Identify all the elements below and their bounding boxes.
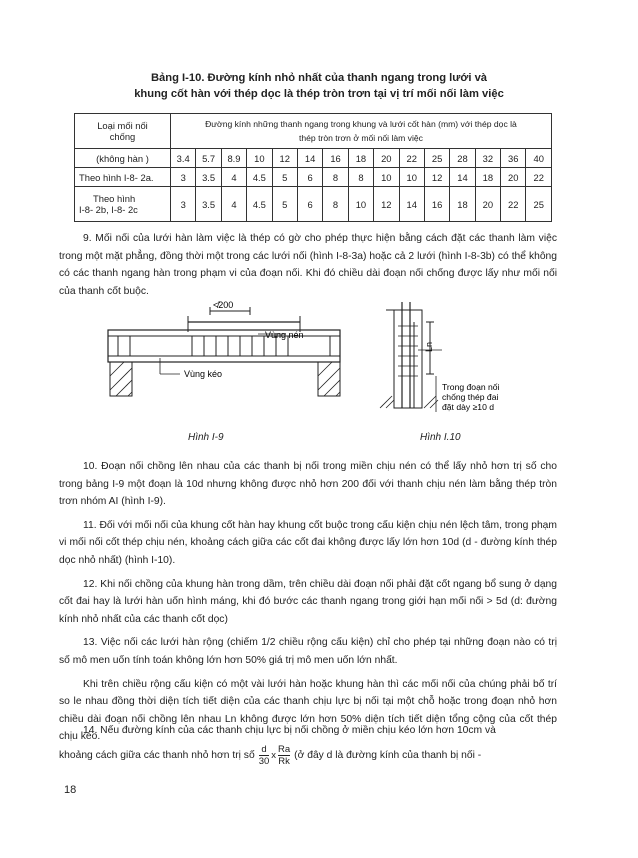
diameter-cell: 16 <box>323 149 348 168</box>
value-cell: 3.5 <box>196 187 221 222</box>
formula: d 30 x Ra Rk <box>258 744 291 767</box>
value-cell: 10 <box>348 187 373 222</box>
page-number: 18 <box>64 784 77 796</box>
value-cell: 18 <box>475 168 500 187</box>
value-cell: 8 <box>323 168 348 187</box>
diameter-cell: 28 <box>450 149 475 168</box>
paragraph-14-tail: (ở đây d là đường kính của thanh bị nối - <box>294 749 482 761</box>
row-label: Theo hình I-8- 2b, I-8- 2c <box>75 187 171 222</box>
value-cell: 4 <box>221 168 246 187</box>
value-cell: 20 <box>475 187 500 222</box>
header-splice-type: Loại mối nối chống <box>75 114 171 149</box>
diameter-cell: 18 <box>348 149 373 168</box>
value-cell: 14 <box>450 168 475 187</box>
paragraph-11: 11. Đối với mối nối của khung cốt hàn hay khung cốt buộc trong cấu kiện chịu nén lệch tâm, trong phạm vi mối nối cốt thép chịu nén, khoảng cách giữa các cốt đai không được lấy lớn hơn 10d (d - đường kính thép dọc nhỏ nhất) (hình I-10). <box>59 519 557 566</box>
value-cell: 25 <box>526 187 551 222</box>
row-label: Theo hình I-8- 2a. <box>75 168 171 187</box>
table-row <box>75 187 552 222</box>
table-title-line1: Bảng I-10. Đường kính nhỏ nhất của thanh ngang trong lưới và <box>150 72 488 84</box>
figure-i9 <box>100 296 345 416</box>
value-cell: 14 <box>399 187 424 222</box>
value-cell: 6 <box>297 187 322 222</box>
diameter-cell: 14 <box>297 149 322 168</box>
diameter-cell: 22 <box>399 149 424 168</box>
fig9-dimension: ≮200 <box>213 300 234 310</box>
figure-i9-caption: Hình I-9 <box>188 432 224 443</box>
paragraph-12: 12. Khi nối chồng của khung hàn trong dầm, trên chiều dài đoạn nối phải đặt cốt ngang bổ sung ở dạng cốt đai hay là lưới hàn uốn hình máng, khi đó bước các thanh ngang trong giới hạn mối nối > 5d (d: đường kính nhỏ nhất của các thanh cốt dọc) <box>59 578 557 625</box>
value-cell: 4 <box>221 187 246 222</box>
diameter-table <box>74 113 552 222</box>
fig10-note-line1: Trong đoạn nối <box>442 382 500 392</box>
diameter-cell: 8.9 <box>221 149 246 168</box>
diameter-cell: 20 <box>374 149 399 168</box>
figure-i10 <box>372 302 532 422</box>
diameter-cell: 36 <box>501 149 526 168</box>
diameter-cell: 32 <box>475 149 500 168</box>
fig10-note-line2: chống thép đai <box>442 392 499 402</box>
value-cell: 3 <box>171 187 196 222</box>
diameter-cell: 5.7 <box>196 149 221 168</box>
table-row <box>75 168 552 187</box>
value-cell: 18 <box>450 187 475 222</box>
paragraphs-10-13 <box>59 458 557 746</box>
diameter-header-row <box>75 149 552 168</box>
diameter-cell: 40 <box>526 149 551 168</box>
paragraph-9: 9. Mối nối của lưới hàn làm việc là thép có gờ cho phép thực hiện bằng cách đặt các thanh làm việc trong một mặt phẳng, đồng thời một trong các lưới nối (hình I-8-3a) hoặc cả 2 lưới (hình I-8-3b) có thể không có các thanh ngang hàn trong phạm vi của đoạn nối. Khi đó chiều dài đoạn nối chống được lấy như mối nối của thanh cốt buộc. <box>59 233 557 297</box>
value-cell: 3.5 <box>196 168 221 187</box>
value-cell: 6 <box>297 168 322 187</box>
fig9-compression-label: Vùng nén <box>265 330 304 340</box>
value-cell: 8 <box>323 187 348 222</box>
value-cell: 20 <box>501 168 526 187</box>
paragraph-13: 13. Việc nối các lưới hàn rộng (chiếm 1/2 chiều rộng cấu kiện) chỉ cho phép tại những đoạn nào có trị số mô men uốn tính toán không lớn hơn 50% giá trị mô men uốn lớn nhất. <box>59 637 557 666</box>
paragraph-14-lead: khoảng cách giữa các thanh nhỏ hơn trị số <box>59 749 255 761</box>
value-cell: 12 <box>424 168 449 187</box>
paragraph-10: 10. Đoạn nối chồng lên nhau của các thanh bị nối trong miền chịu nén có thể lấy nhỏ hơn trị số cho trong bảng I-9 một đoạn là 10d nhưng không được nhỏ hơn 200 đối với thanh chịu nén làm bằng thép tròn trơn nhóm AI (hình I-9). <box>59 461 557 508</box>
header-diameters-caption: Đường kính những thanh ngang trong khung và lưới cốt hàn (mm) với thép dọc là thép tròn trơn ở mối nối làm việc <box>171 114 552 149</box>
figure-i10-caption: Hình I.10 <box>420 432 461 443</box>
value-cell: 12 <box>374 187 399 222</box>
paragraph-14-line2 <box>59 744 557 767</box>
diameter-cell: 25 <box>424 149 449 168</box>
diameter-cell: 3.4 <box>171 149 196 168</box>
value-cell: 16 <box>424 187 449 222</box>
value-cell: 3 <box>171 168 196 187</box>
value-cell: 4.5 <box>247 168 272 187</box>
table-title-line2: khung cốt hàn với thép dọc là thép tròn trơn tại vị trí mối nối làm việc <box>134 88 504 100</box>
fig10-note-line3: đặt dày ≥10 d <box>442 402 495 412</box>
fig9-tension-label: Vùng kéo <box>184 369 223 379</box>
diameter-cell: 12 <box>272 149 297 168</box>
value-cell: 10 <box>374 168 399 187</box>
value-cell: 22 <box>526 168 551 187</box>
value-cell: 5 <box>272 168 297 187</box>
header-no-weld: (không hàn ) <box>75 149 171 168</box>
value-cell: 8 <box>348 168 373 187</box>
value-cell: 22 <box>501 187 526 222</box>
paragraph-13-continued: Khi trên chiều rộng cấu kiện có một vài lưới hàn hoặc khung hàn thì các mối nối của chúng phải bố trí so le nhau đồng thời diện tích tiết diện của các thanh chịu lực bị nối tại một chỗ hoặc trong đoạn nhỏ hơn chiều dài đoạn nối chồng lên nhau Ln không được lớn hơn 50% diện tích tiết diện tổng cộng của cốt thép chịu kéo. <box>59 678 557 743</box>
value-cell: 5 <box>272 187 297 222</box>
fig10-dimension: Ln <box>424 341 434 352</box>
value-cell: 4.5 <box>247 187 272 222</box>
value-cell: 10 <box>399 168 424 187</box>
diameter-cell: 10 <box>247 149 272 168</box>
paragraph-14-line1: 14. Nếu đường kính của các thanh chịu lực bị nối chồng ở miền chịu kéo lớn hơn 10cm và <box>83 725 496 736</box>
